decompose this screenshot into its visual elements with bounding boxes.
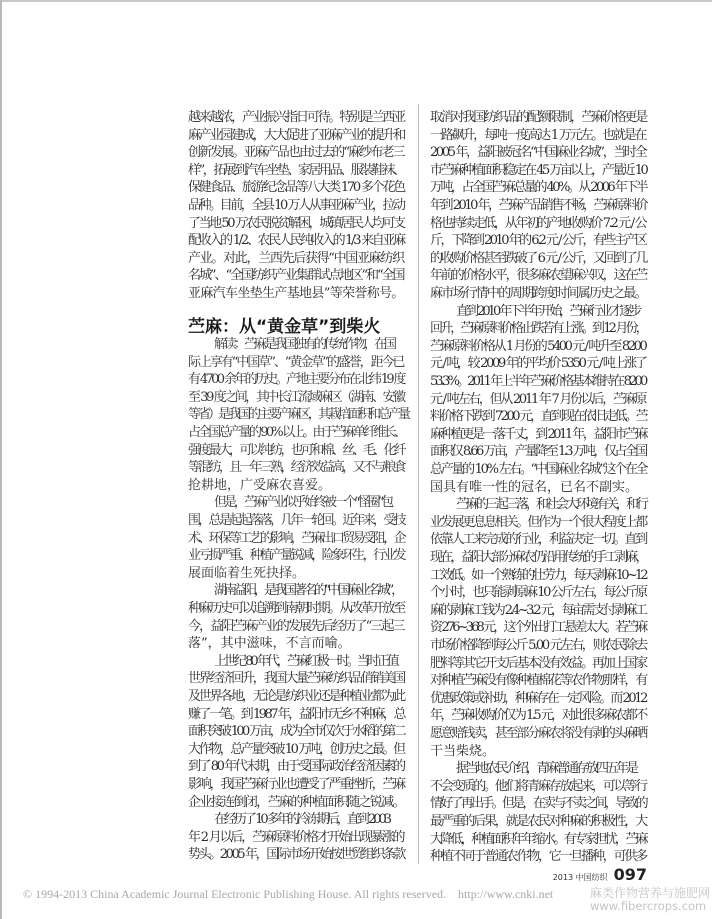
text-line: 但是，苎麻产业似乎始终被一个“怪圈”包 <box>214 495 392 511</box>
issue-label: 2013 中国纺织 <box>552 873 608 882</box>
text-line: 总产量的 10% 左右。“中国麻业名城”这个在全 <box>430 462 647 477</box>
text-line: 了当地 50 万农民脱贫解困，城镇居民人均可支 <box>188 215 404 231</box>
text-line: 个小时，也只能剥原麻 10 公斤左右，每公斤原 <box>430 585 646 601</box>
text-line: 万吨，占全国苎麻总量的 40%。从 2006 年下半 <box>430 180 647 196</box>
text-line: 势头。2005 年，国际市场开始按世贸组织条款 <box>188 847 405 863</box>
text-line: 对种植苎麻没有像种植棉花等农作物那样，有 <box>430 673 647 689</box>
text-line: 际上享有“中国草”、“黄金草”的盛誉，距今已 <box>188 354 404 370</box>
text-line: 产业。对此，兰西先后获得“中国亚麻纺织 <box>188 250 404 266</box>
text-line: 麻市场行情中的周期跨度时间属历史之最。 <box>430 286 647 301</box>
text-line: 上世纪 80 年代，苎麻红极一时。当时正值 <box>214 653 397 669</box>
watermark-url: www.fibercrops.com <box>590 899 707 913</box>
text-line: 回升，苎麻原料价格止跌若有上涨。到 12 月份， <box>430 321 646 337</box>
text-line: 资 276~368 元，这个外出打工悬差太大。若苎麻 <box>430 620 646 636</box>
text-line: 名城”、“全国纺织产业集群试点地区”和“全国 <box>188 268 404 284</box>
text-line: 大降低，种植面积年年缩水。有专家担忧，苎麻 <box>430 831 646 847</box>
text-line-content: 等省）是我国的主要产麻区，其栽培面积和总产量 <box>188 407 409 423</box>
column-divider <box>418 104 419 864</box>
text-line: 情好了再出手。但是，在卖与不卖之间，导致的 <box>430 796 646 812</box>
text-line: 到了 80 年代末期，由于受国际政治经济因素的 <box>188 759 404 775</box>
text-line: 抢耕地，广受麻农喜爱。 <box>188 477 332 493</box>
text-line: 等混纺，且一年三熟，经济效益高，又不与粮食 <box>188 460 404 476</box>
text-line: 苎麻的三起三落，和社会大环境有关，和行 <box>456 497 647 513</box>
text-line: 展面临着生死抉择。 <box>188 565 306 581</box>
text-line: 据当地农民介绍，青麻普通存放四五年是 <box>456 761 637 777</box>
text-line: 元 / 吨，较 2009 年的平均价 5350 元 / 吨上涨了 <box>430 356 646 372</box>
text-line: 业亏损严重、种植产量锐减，险象环生，行业发 <box>188 548 404 564</box>
text-line: 及世界各地，无论是纺织业还是种植业都为此 <box>188 689 405 704</box>
text-line: 保健食品、旅游纪念品等八大类 170 多个花色 <box>188 180 405 196</box>
copyright-text: © 1994-2013 China Academic Journal Electronic Publishing House. All rights reserved. <box>23 887 447 901</box>
text-line: 53.3%。2011 年上半年苎麻价格基本维持在 8200 <box>430 374 646 389</box>
text-line: 料价格下跌到 7200 元，直到现在依旧走低。苎 <box>430 409 647 425</box>
text-line: 面积仅 8.66 万亩，产量降至 1.3 万吨，仅占全国 <box>430 444 646 460</box>
text-line: 大作物，总产量突破 10 万吨，创历史之最。但 <box>188 741 404 757</box>
text-line: 样”，拓展到汽车坐垫、家居用品、服装鞋袜、 <box>188 162 404 178</box>
text-line: 创新发展。亚麻产品也由过去的“麻纱布老三 <box>188 145 404 161</box>
text-line: 元 / 吨左右，但从 2011 年 7 月份以后，苎麻原 <box>430 391 646 407</box>
text-line: 影响，我国苎麻行业也遭受了严重挫折，苎麻 <box>188 777 405 792</box>
text-line: 干当柴烧。 <box>430 743 496 759</box>
text-line: 苎麻原料价格从 1 月份的 5400 元 / 吨升至 8200 <box>430 338 646 354</box>
text-line: 2005 年，益阳被冠名“中国麻业名城”，当时全 <box>430 145 646 161</box>
text-line: 企业接连倒闭，苎麻的种植面积随之锐减。 <box>188 794 405 810</box>
watermark-title: 麻类作物营养与施肥网 <box>590 886 711 900</box>
text-line: 工效低。如一个熟练的壮劳力，每天剥麻 10~12 <box>430 567 646 583</box>
text-line: 格也持续走低，从年初的产地收购价 7.2 元 / 公 <box>430 215 646 231</box>
text-line: 越来越浓，产业振兴指日可待。特别是兰西亚 <box>188 110 405 125</box>
page-edge-top <box>0 0 712 2</box>
text-line: 取消对我国纺织品的配额限制，苎麻价格更是 <box>430 110 647 125</box>
text-line: 年，苎麻收购价仅为 1.5 元，对此很多麻农都不 <box>430 708 646 724</box>
text-line: 优惠政策或补助，种麻存在一定风险。而 2012 <box>430 690 647 706</box>
section-heading: 苎麻：从“黄金草”到柴火 <box>188 317 381 337</box>
page-number: 097 <box>613 865 647 884</box>
page-footer <box>553 866 647 886</box>
text-line: 至 39 度之间，其中长江流域麻区（湖南、安徽 <box>188 389 404 405</box>
text-line: 解读：苎麻是我国独有的传统作物，在国 <box>214 337 395 352</box>
text-line: 的收购价格甚至跌破了 6 元 / 公斤，又回到了几 <box>430 250 646 266</box>
text-line: 术、环保等工艺的影响，苎麻出口贸易受阻，企 <box>188 530 404 546</box>
text-line: 斤，下降到 2010 年的 6.2 元 / 公斤，有些主产区 <box>430 233 646 249</box>
text-line: 最严重的后果，就是农民对种麻的积极性，大 <box>430 814 647 829</box>
text-line: 亚麻汽车坐垫生产基地县”等荣誉称号。 <box>188 286 404 301</box>
text-line: 落”，其中滋味，不言而喻。 <box>188 636 351 652</box>
copyright-notice <box>23 886 580 902</box>
text-line: 湖南益阳，是我国著名的“中国麻业名城”， <box>214 583 402 599</box>
text-line: 麻种植更是一落千丈，到 2011 年，益阳市苎麻 <box>430 426 647 442</box>
text-line: 不会变质的。他们将青麻存放起来，可以等行 <box>430 778 647 794</box>
text-line: 现在，益阳大部分麻农仍沿用传统的手工剥麻， <box>430 550 646 565</box>
text-line: 麻产业园建成，大大促进了亚麻产业的提升和 <box>188 127 405 143</box>
text-line: 愿意赔钱卖，甚至部分麻农将没有剥的头麻晒 <box>430 726 647 741</box>
text-line: 世界经济回升，我国大量苎麻纺织品俏销美国 <box>188 671 405 687</box>
text-line: 麻的剥麻工钱为 2.4~3.2 元，每亩需支付剥麻工 <box>430 602 646 618</box>
text-line: 强度最大，可以纯纺，也可和棉、丝、毛、化纤 <box>188 442 404 458</box>
text-line: 年到 2010 年，苎麻产品销售不畅，苎麻原料价 <box>430 198 647 213</box>
text-line: 赚了一笔。到 1987 年，益阳市无乡不种麻，总 <box>188 706 405 722</box>
text-line: 国具有唯一性的冠名，已名不副实。 <box>430 479 639 495</box>
text-line: 肥料等其它开支后基本没有效益。再加上国家 <box>430 655 647 671</box>
site-watermark <box>590 887 710 913</box>
text-line: 年 2 月以后，苎麻原料价格才开始出现暴涨的 <box>188 829 404 845</box>
copyright-line <box>23 886 553 902</box>
text-line: 年前的价格水平，很多麻农望麻兴叹，这在苎 <box>430 268 647 284</box>
text-line: 种麻历史可以追溯到南朝时期。从改革开放至 <box>188 601 405 616</box>
text-line: 种植不同于普通农作物，它一旦播种，可供多 <box>430 849 647 865</box>
text-line: 市苎麻种植面积稳定在 45 万亩以上，产量近 10 <box>430 162 647 178</box>
text-line: 业发展更息息相关。但作为一个很大程度上都 <box>430 514 647 530</box>
text-line: 直到 2010 年下半年开始，苎麻行业才逐步 <box>456 303 640 319</box>
text-line: 一路飙升，每吨一度高达 1 万元左。也就是在 <box>430 127 646 143</box>
text-line: 在经历了 10 多年的冷冻期后，直到 2003 <box>214 812 390 828</box>
text-line: 配收入的 1/2、农民人民纯收入的 1/3 来自亚麻 <box>188 233 404 249</box>
text-line: 品种。目前，全县 10 万人从事亚麻产业，拉动 <box>188 198 404 213</box>
text-line: 占全国总产量的 90% 以上。由于苎麻单纤维长、 <box>188 425 404 440</box>
text-line: 市场价格降到每公斤 5.00 元左右，则农民除去 <box>430 638 647 653</box>
text-line: 今，益阳苎麻产业的发展先后经历了“三起三 <box>188 618 404 634</box>
cnki-link[interactable]: http://www.cnki.net <box>458 887 554 901</box>
text-line: 依靠人工来完成的行业，利益决定一切。直到 <box>430 532 647 548</box>
text-line: 有 4700 余年的历史。产地主要分布在北纬 19 度 <box>188 372 404 388</box>
text-line: 围，总是起起落落，几年一轮回。近年来，受技 <box>188 513 404 528</box>
text-line: 面积突破 100 万亩，成为全市仅次于水稻的第二 <box>188 724 404 740</box>
page-edge-left <box>0 0 2 919</box>
text-line <box>188 406 409 424</box>
